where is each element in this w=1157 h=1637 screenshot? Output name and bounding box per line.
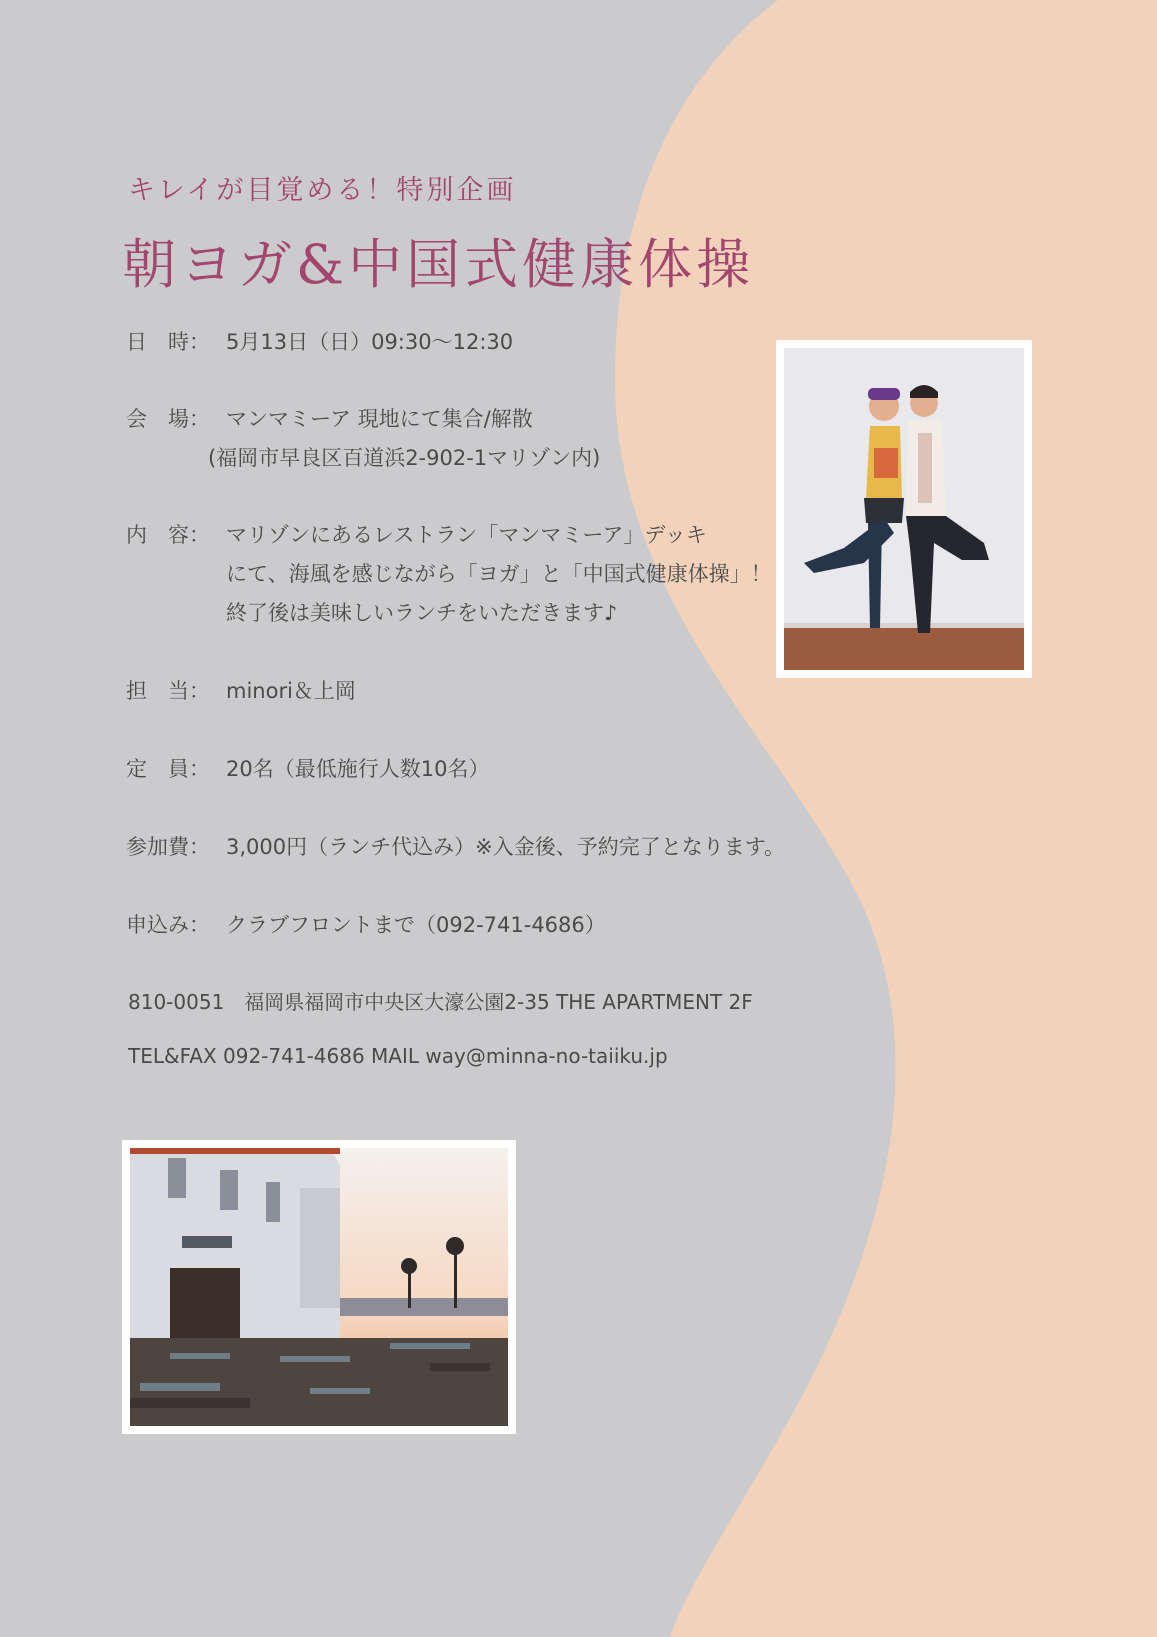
detail-label: 会 場： <box>126 407 210 431</box>
detail-datetime <box>126 323 513 362</box>
contact-tel-mail: TEL&FAX 092-741-4686 MAIL way@minna-no-taiiku.jp <box>128 1044 668 1068</box>
detail-value: マンマミーア 現地にて集合/解散 <box>226 407 533 431</box>
detail-label: 日 時： <box>126 330 210 354</box>
contact-address: 810-0051 福岡県福岡市中央区大濠公園2-35 THE APARTMENT 2F <box>128 990 753 1014</box>
detail-label: 内 容： <box>126 523 210 547</box>
detail-label: 参加費： <box>126 835 210 859</box>
instructors-photo-image <box>784 348 1024 670</box>
detail-staff <box>126 672 356 711</box>
detail-value: 3,000円（ランチ代込み）※入金後、予約完了となります。 <box>226 835 786 859</box>
detail-label: 申込み： <box>126 913 210 937</box>
detail-content-line: 終了後は美味しいランチをいただきます♪ <box>226 601 618 625</box>
detail-value: クラブフロントまで（092-741-4686） <box>226 913 606 937</box>
flyer-title: 朝ヨガ&中国式健康体操 <box>122 233 755 296</box>
detail-content-line: にて、海風を感じながら「ヨガ」と「中国式健康体操」！ <box>226 562 772 586</box>
detail-value: マリゾンにあるレストラン「マンマミーア」デッキ <box>226 523 707 547</box>
detail-venue-address: (福岡市早良区百道浜2-902-1マリゾン内) <box>208 446 601 470</box>
detail-label: 定 員： <box>126 757 210 781</box>
detail-venue <box>126 400 600 478</box>
detail-value: 5月13日（日）09:30〜12:30 <box>226 330 514 354</box>
detail-value: minori＆上岡 <box>226 679 356 703</box>
detail-label: 担 当： <box>126 679 210 703</box>
detail-apply <box>126 906 606 945</box>
detail-capacity <box>126 750 489 789</box>
flyer-subtitle: キレイが目覚める！特別企画 <box>128 175 517 206</box>
detail-fee <box>126 828 785 867</box>
instructors-photo <box>776 340 1032 678</box>
detail-content <box>126 516 772 633</box>
detail-value: 20名（最低施行人数10名） <box>226 757 490 781</box>
venue-photo <box>122 1140 516 1434</box>
venue-photo-image <box>130 1148 508 1426</box>
